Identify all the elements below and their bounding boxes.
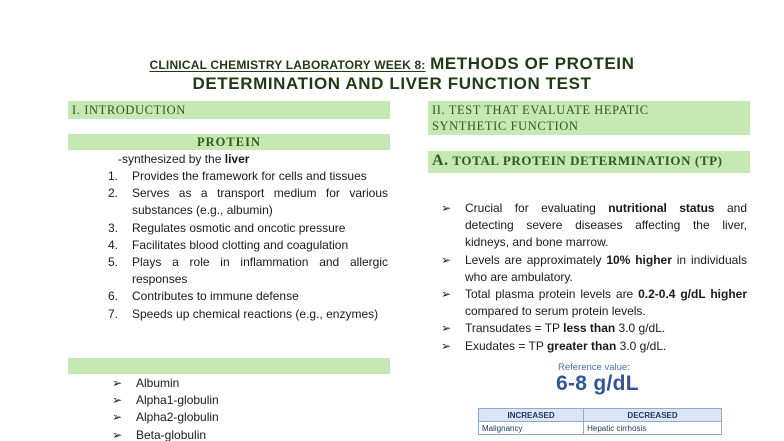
- arrow-bullet-icon: ➢: [112, 410, 123, 425]
- list-item: ➢ Transudates = TP less than 3.0 g/dL.: [441, 320, 747, 337]
- document-title-line2: DETERMINATION AND LIVER FUNCTION TEST: [192, 74, 592, 93]
- list-item: ➢ Alpha1-globulin: [112, 392, 312, 409]
- list-item: 7. Speeds up chemical reactions (e.g., enzymes): [108, 306, 379, 321]
- list-item: ➢ Exudates = TP greater than 3.0 g/dL.: [441, 338, 747, 355]
- protein-header: PROTEIN: [197, 135, 261, 149]
- reference-label: Reference value:: [558, 362, 630, 373]
- arrow-bullet-icon: ➢: [441, 338, 452, 353]
- arrow-bullet-icon: ➢: [441, 201, 452, 215]
- list-item: 3. Regulates osmotic and oncotic pressure: [108, 220, 346, 235]
- table-cell: Malignancy: [479, 422, 584, 435]
- list-item: ➢ Beta-globulin: [112, 427, 312, 441]
- arrow-bullet-icon: ➢: [441, 252, 452, 267]
- arrow-bullet-icon: ➢: [112, 393, 123, 408]
- list-item: ➢ Crucial for evaluating nutritional status and detecting severe diseases affecting the liver, kidneys, and bone marrow.: [441, 201, 747, 250]
- fractions-header-bar: [68, 358, 390, 374]
- tp-subsection-title: A. TOTAL PROTEIN DETERMINATION (TP): [432, 152, 723, 169]
- tp-bullets: [441, 200, 747, 355]
- hepatic-section-title: II. TEST THAT EVALUATE HEPATIC SYNTHETIC FUNCTION: [432, 103, 649, 133]
- arrow-bullet-icon: ➢: [441, 321, 452, 336]
- list-item: ➢ Total plasma protein levels are 0.2-0.4 g/dL higher compared to serum protein levels.: [441, 287, 747, 319]
- protein-functions-list: [108, 168, 388, 323]
- table-header-increased: INCREASED: [479, 409, 584, 422]
- list-item: ➢ Albumin: [112, 375, 312, 392]
- table-header-decreased: DECREASED: [584, 409, 722, 422]
- list-item: 6. Contributes to immune defense: [108, 289, 299, 304]
- arrow-bullet-icon: ➢: [112, 376, 123, 390]
- title-topic-part1: METHODS OF PROTEIN: [430, 54, 635, 73]
- list-item: 1. Provides the framework for cells and tissues: [108, 169, 367, 183]
- table-header-row: [479, 409, 722, 422]
- list-item: 2. Serves as a transport medium for various substances (e.g., albumin): [108, 186, 388, 218]
- title-course: CLINICAL CHEMISTRY LABORATORY WEEK 8:: [149, 58, 426, 72]
- arrow-bullet-icon: ➢: [441, 287, 452, 302]
- list-item: 4. Facilitates blood clotting and coagulation: [108, 237, 349, 252]
- list-item: ➢ Alpha2-globulin: [112, 409, 312, 426]
- synthesized-note: -synthesized by the liver: [118, 152, 250, 166]
- reference-table: [478, 408, 722, 435]
- table-row: [479, 422, 722, 435]
- list-item: 5. Plays a role in inflammation and allergic responses: [108, 255, 388, 287]
- list-item: ➢ Levels are approximately 10% higher in individuals who are ambulatory.: [441, 252, 747, 284]
- arrow-bullet-icon: ➢: [112, 427, 123, 441]
- intro-section-title: I. INTRODUCTION: [72, 103, 186, 117]
- document-title-line1: [0, 54, 784, 74]
- reference-value: 6-8 g/dL: [556, 372, 639, 395]
- table-cell: Hepatic cirrhosis: [584, 422, 722, 435]
- protein-fractions-list: [112, 375, 312, 441]
